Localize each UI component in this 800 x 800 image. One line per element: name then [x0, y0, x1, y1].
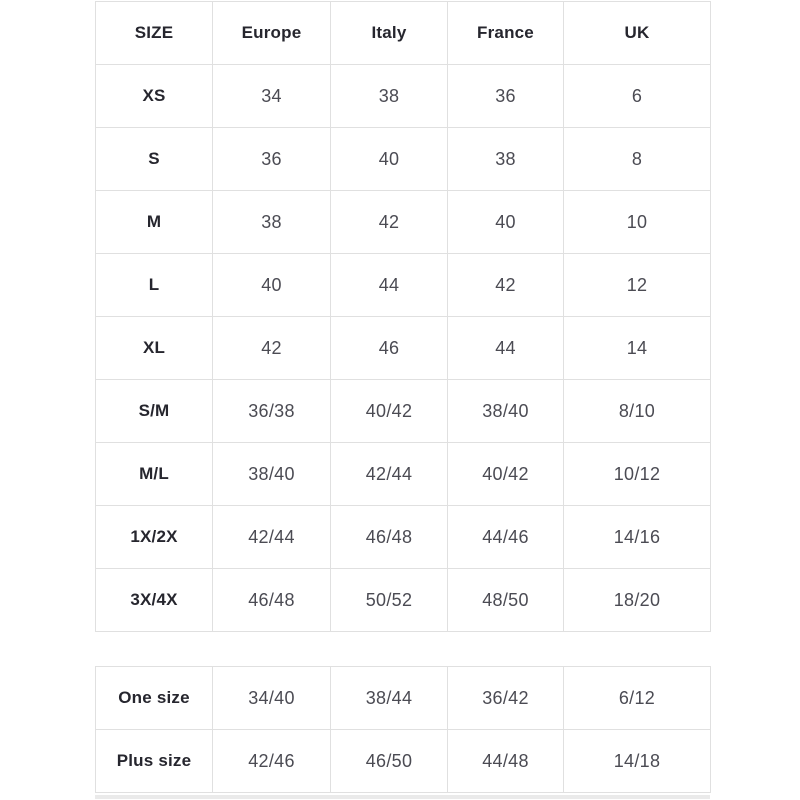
size-label-cell: One size — [96, 667, 213, 730]
size-value-cell: 10 — [564, 191, 711, 254]
size-value-cell: 46/50 — [331, 730, 448, 793]
size-value-cell: 42/44 — [213, 506, 331, 569]
table-row — [96, 569, 711, 632]
header-uk: UK — [564, 2, 711, 65]
size-value-cell: 6/12 — [564, 667, 711, 730]
size-value-cell: 42 — [448, 254, 564, 317]
size-value-cell: 42 — [213, 317, 331, 380]
table-row — [96, 191, 711, 254]
header-france: France — [448, 2, 564, 65]
size-value-cell: 36 — [213, 128, 331, 191]
size-label-cell: XS — [96, 65, 213, 128]
size-value-cell: 14 — [564, 317, 711, 380]
size-label-cell: 3X/4X — [96, 569, 213, 632]
table-row — [96, 667, 711, 730]
size-value-cell: 40/42 — [331, 380, 448, 443]
table-row — [96, 128, 711, 191]
bottom-shadow — [95, 795, 710, 799]
table-row — [96, 65, 711, 128]
size-label-cell: S — [96, 128, 213, 191]
size-value-cell: 8/10 — [564, 380, 711, 443]
special-sizes-table — [95, 666, 711, 793]
size-value-cell: 10/12 — [564, 443, 711, 506]
size-value-cell: 38 — [213, 191, 331, 254]
size-value-cell: 40 — [448, 191, 564, 254]
size-conversion-table — [95, 1, 711, 632]
size-value-cell: 8 — [564, 128, 711, 191]
table-row — [96, 317, 711, 380]
size-value-cell: 46/48 — [213, 569, 331, 632]
size-value-cell: 48/50 — [448, 569, 564, 632]
size-table-body — [96, 65, 711, 632]
size-value-cell: 38 — [448, 128, 564, 191]
header-size: SIZE — [96, 2, 213, 65]
size-value-cell: 34 — [213, 65, 331, 128]
header-europe: Europe — [213, 2, 331, 65]
size-value-cell: 36 — [448, 65, 564, 128]
size-value-cell: 34/40 — [213, 667, 331, 730]
size-value-cell: 12 — [564, 254, 711, 317]
size-value-cell: 38 — [331, 65, 448, 128]
size-label-cell: XL — [96, 317, 213, 380]
size-value-cell: 36/42 — [448, 667, 564, 730]
size-value-cell: 50/52 — [331, 569, 448, 632]
size-table-header — [96, 2, 711, 65]
size-value-cell: 18/20 — [564, 569, 711, 632]
size-value-cell: 44 — [331, 254, 448, 317]
size-label-cell: L — [96, 254, 213, 317]
size-label-cell: Plus size — [96, 730, 213, 793]
table-row — [96, 730, 711, 793]
tables-container — [95, 1, 710, 799]
size-value-cell: 40 — [213, 254, 331, 317]
size-value-cell: 44/48 — [448, 730, 564, 793]
size-value-cell: 40/42 — [448, 443, 564, 506]
size-value-cell: 42/46 — [213, 730, 331, 793]
size-label-cell: M — [96, 191, 213, 254]
table-row — [96, 254, 711, 317]
table-row — [96, 506, 711, 569]
size-value-cell: 46/48 — [331, 506, 448, 569]
size-value-cell: 40 — [331, 128, 448, 191]
special-sizes-table-body — [96, 667, 711, 793]
size-value-cell: 14/16 — [564, 506, 711, 569]
table-row — [96, 443, 711, 506]
size-value-cell: 38/44 — [331, 667, 448, 730]
size-label-cell: M/L — [96, 443, 213, 506]
size-value-cell: 6 — [564, 65, 711, 128]
table-row — [96, 380, 711, 443]
header-row — [96, 2, 711, 65]
size-value-cell: 36/38 — [213, 380, 331, 443]
size-value-cell: 42/44 — [331, 443, 448, 506]
size-value-cell: 38/40 — [448, 380, 564, 443]
size-value-cell: 14/18 — [564, 730, 711, 793]
size-value-cell: 44/46 — [448, 506, 564, 569]
size-value-cell: 42 — [331, 191, 448, 254]
size-label-cell: S/M — [96, 380, 213, 443]
header-italy: Italy — [331, 2, 448, 65]
size-value-cell: 46 — [331, 317, 448, 380]
size-value-cell: 38/40 — [213, 443, 331, 506]
size-value-cell: 44 — [448, 317, 564, 380]
size-label-cell: 1X/2X — [96, 506, 213, 569]
